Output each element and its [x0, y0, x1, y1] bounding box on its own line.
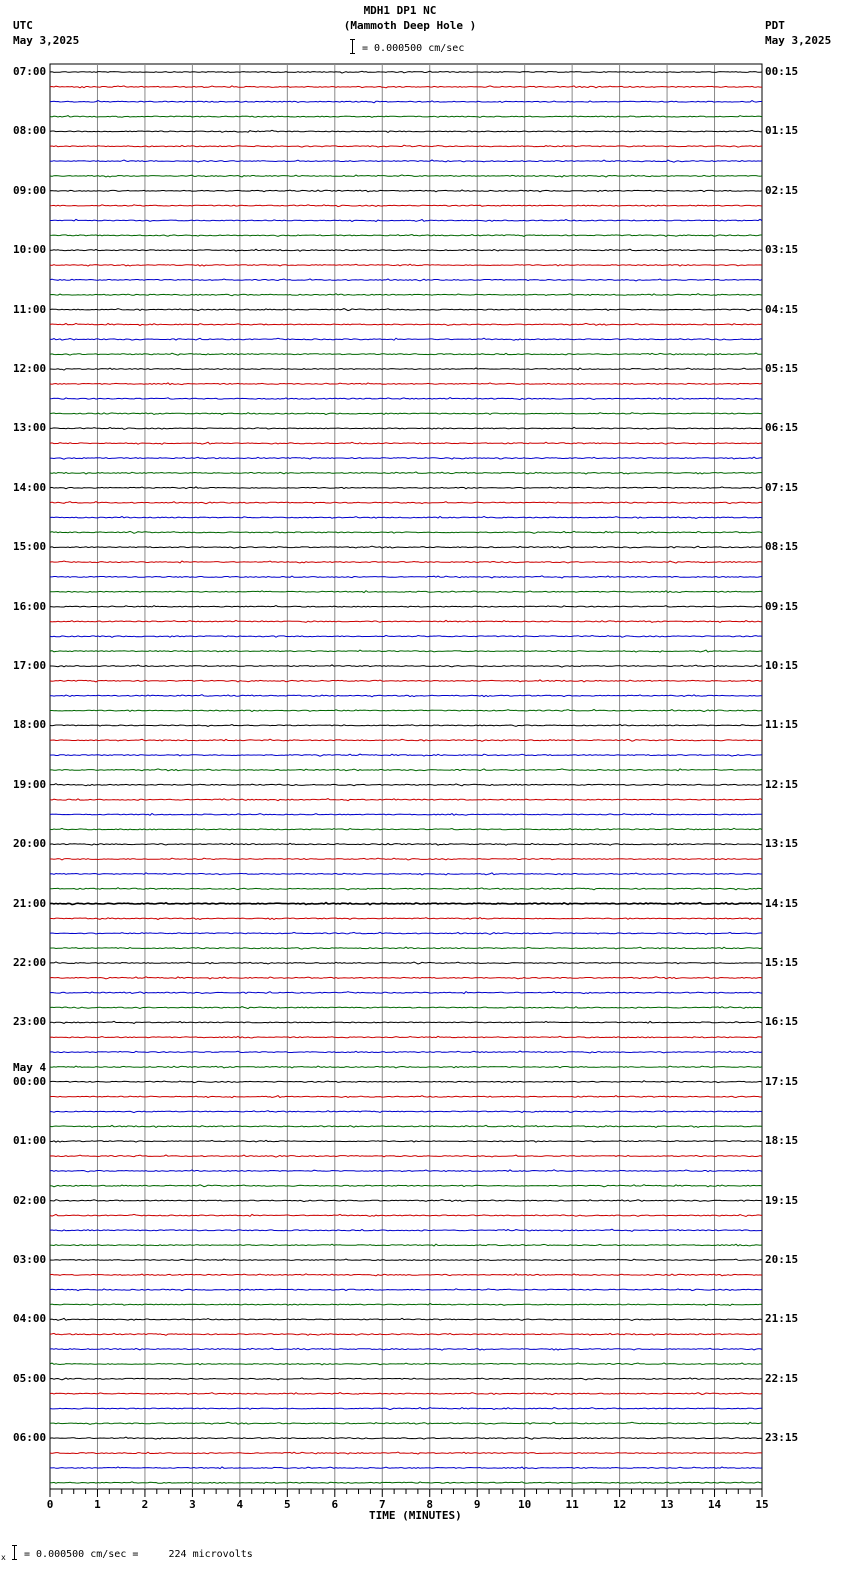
utc-hour-label: 17:00: [13, 659, 47, 672]
seismic-trace: [50, 190, 762, 192]
x-tick-label: 1: [94, 1498, 101, 1511]
seismic-trace: [50, 769, 762, 771]
x-tick-label: 7: [378, 1498, 386, 1511]
seismic-trace: [50, 695, 762, 697]
utc-hour-label: 03:00: [13, 1253, 47, 1266]
seismic-trace: [50, 1244, 762, 1246]
seismic-trace: [50, 710, 762, 712]
seismic-trace: [50, 1408, 762, 1410]
seismic-trace: [50, 1111, 762, 1113]
seismic-trace: [50, 86, 762, 88]
x-tick-label: 14: [707, 1498, 722, 1511]
pdt-hour-label: 15:15: [765, 956, 799, 969]
x-tick-label: 6: [331, 1498, 339, 1511]
seismic-trace: [50, 116, 762, 118]
seismic-trace: [50, 1007, 762, 1009]
pdt-hour-label: 06:15: [765, 421, 799, 435]
seismic-trace: [50, 205, 762, 207]
x-tick-label: 13: [660, 1498, 674, 1511]
seismic-trace: [50, 487, 762, 489]
seismic-trace: [50, 814, 762, 816]
utc-hour-label: 19:00: [13, 777, 47, 791]
pdt-hour-label: 07:15: [765, 480, 799, 494]
seismic-trace: [50, 1155, 762, 1157]
date-change-label: May 4: [13, 1060, 47, 1074]
seismic-trace: [50, 1214, 762, 1216]
utc-hour-label: 04:00: [13, 1312, 47, 1326]
seismic-trace: [50, 724, 762, 726]
utc-hour-label: 18:00: [13, 718, 47, 732]
utc-hour-label: 22:00: [13, 956, 47, 969]
utc-hour-label: 05:00: [13, 1371, 47, 1385]
pdt-hour-label: 01:15: [765, 124, 799, 138]
seismic-trace: [50, 323, 762, 325]
seismic-trace: [50, 1437, 762, 1439]
station-title: MDH1 DP1 NC: [363, 4, 437, 17]
seismic-trace: [50, 309, 762, 311]
seismic-trace: [50, 1452, 762, 1454]
utc-hour-label: 21:00: [13, 896, 47, 910]
seismic-trace: [50, 1125, 762, 1127]
pdt-hour-label: 16:15: [765, 1015, 799, 1029]
seismic-trace: [50, 398, 762, 400]
seismic-trace: [50, 680, 762, 682]
seismic-trace: [50, 1036, 762, 1038]
seismic-trace: [50, 828, 762, 830]
utc-hour-label: 06:00: [13, 1431, 47, 1445]
utc-hour-label: 11:00: [13, 302, 47, 316]
seismic-trace: [50, 962, 762, 964]
seismic-trace: [50, 947, 762, 949]
seismic-trace: [50, 427, 762, 429]
seismic-trace: [50, 1185, 762, 1187]
seismic-trace: [50, 235, 762, 237]
pdt-hour-label: 18:15: [765, 1134, 799, 1148]
seismic-trace: [50, 1170, 762, 1172]
seismic-trace: [50, 1378, 762, 1380]
station-location: (Mammoth Deep Hole ): [343, 19, 477, 32]
seismic-trace: [50, 383, 762, 385]
pdt-hour-label: 13:15: [765, 837, 799, 851]
seismic-trace: [50, 650, 762, 652]
seismic-trace: [50, 353, 762, 355]
seismic-trace: [50, 279, 762, 281]
utc-hour-label: 12:00: [13, 362, 47, 375]
seismic-trace: [50, 502, 762, 504]
pdt-hour-label: 10:15: [765, 659, 799, 672]
seismic-trace: [50, 175, 762, 177]
seismic-trace: [50, 130, 762, 132]
pdt-hour-label: 19:15: [765, 1193, 799, 1207]
seismic-trace: [50, 591, 762, 593]
seismic-trace: [50, 1140, 762, 1142]
utc-hour-label: 16:00: [13, 599, 47, 613]
seismic-trace: [50, 1081, 762, 1083]
seismic-trace: [50, 1021, 762, 1023]
pdt-hour-label: 03:15: [765, 243, 799, 257]
seismic-trace: [50, 294, 762, 296]
utc-hour-label: 01:00: [13, 1134, 47, 1148]
utc-hour-label: 07:00: [13, 65, 47, 78]
right-zone-label: PDT: [765, 19, 785, 32]
seismic-trace: [50, 1259, 762, 1261]
pdt-hour-label: 02:15: [765, 183, 799, 197]
footer-scale-note: = 0.000500 cm/sec = 224 microvolts: [24, 1549, 253, 1560]
seismic-trace: [50, 918, 762, 920]
seismic-trace: [50, 903, 762, 905]
utc-hour-label: 15:00: [13, 540, 47, 554]
seismic-trace: [50, 739, 762, 741]
seismic-trace: [50, 635, 762, 637]
seismic-trace: [50, 264, 762, 266]
seismic-trace: [50, 1482, 762, 1484]
seismic-trace: [50, 531, 762, 533]
seismic-trace: [50, 1200, 762, 1202]
footer-scale-icon: [12, 1545, 17, 1560]
pdt-hour-label: 09:15: [765, 599, 799, 613]
seismic-trace: [50, 71, 762, 73]
seismic-trace: [50, 620, 762, 622]
seismic-trace: [50, 784, 762, 786]
seismic-trace: [50, 413, 762, 415]
seismic-trace: [50, 442, 762, 444]
pdt-hour-label: 17:15: [765, 1074, 799, 1088]
utc-hour-label: 10:00: [13, 243, 47, 257]
pdt-hour-label: 05:15: [765, 362, 799, 375]
utc-hour-label: 13:00: [13, 421, 47, 435]
utc-hour-label: 08:00: [13, 124, 47, 138]
pdt-hour-label: 21:15: [765, 1312, 799, 1326]
seismic-trace: [50, 977, 762, 979]
seismic-trace: [50, 1363, 762, 1365]
x-tick-label: 10: [518, 1498, 532, 1511]
x-tick-label: 0: [46, 1498, 54, 1511]
seismic-trace: [50, 368, 762, 370]
utc-hour-label: 09:00: [13, 183, 47, 197]
seismic-trace: [50, 457, 762, 459]
seismic-trace: [50, 249, 762, 251]
seismic-trace: [50, 665, 762, 667]
seismic-trace: [50, 516, 762, 518]
scale-label: = 0.000500 cm/sec: [362, 43, 465, 54]
seismic-trace: [50, 101, 762, 103]
seismic-trace: [50, 606, 762, 608]
seismic-trace: [50, 1289, 762, 1291]
utc-hour-label: 00:00: [13, 1074, 47, 1088]
x-tick-label: 2: [141, 1498, 149, 1511]
x-tick-label: 8: [426, 1498, 434, 1511]
pdt-hour-label: 20:15: [765, 1253, 799, 1266]
pdt-hour-label: 14:15: [765, 896, 799, 910]
x-tick-label: 12: [612, 1498, 627, 1511]
pdt-hour-label: 12:15: [765, 777, 799, 791]
pdt-hour-label: 11:15: [765, 718, 799, 732]
seismic-trace: [50, 873, 762, 875]
seismic-trace: [50, 576, 762, 578]
seismic-trace: [50, 858, 762, 860]
x-tick-label: 4: [236, 1498, 244, 1511]
seismic-trace: [50, 338, 762, 340]
pdt-hour-label: 23:15: [765, 1431, 799, 1445]
seismic-trace: [50, 546, 762, 548]
x-tick-label: 3: [189, 1498, 196, 1511]
seismic-trace: [50, 1051, 762, 1053]
utc-hour-label: 14:00: [13, 480, 47, 494]
x-tick-label: 11: [565, 1498, 579, 1511]
x-tick-label: 5: [284, 1498, 291, 1511]
seismic-trace: [50, 1274, 762, 1276]
x-tick-label: 9: [473, 1498, 481, 1511]
seismic-trace: [50, 1096, 762, 1098]
seismic-trace: [50, 932, 762, 934]
seismic-trace: [50, 992, 762, 994]
seismic-trace: [50, 799, 762, 801]
pdt-hour-label: 22:15: [765, 1371, 799, 1385]
seismic-trace: [50, 754, 762, 756]
seismic-trace: [50, 145, 762, 147]
seismic-trace: [50, 1422, 762, 1424]
seismic-trace: [50, 561, 762, 563]
pdt-hour-label: 04:15: [765, 302, 799, 316]
seismic-trace: [50, 843, 762, 845]
utc-hour-label: 20:00: [13, 837, 47, 851]
seismic-trace: [50, 1333, 762, 1335]
seismic-trace: [50, 1348, 762, 1350]
pdt-hour-label: 00:15: [765, 65, 799, 78]
seismic-trace: [50, 1467, 762, 1469]
utc-hour-label: 02:00: [13, 1193, 47, 1207]
x-axis-title: TIME (MINUTES): [369, 1509, 462, 1522]
seismic-trace: [50, 888, 762, 890]
seismic-trace: [50, 219, 762, 221]
seismic-trace: [50, 1066, 762, 1068]
pdt-hour-label: 08:15: [765, 540, 799, 554]
seismic-trace: [50, 472, 762, 474]
left-zone-label: UTC: [13, 19, 33, 32]
seismic-trace: [50, 160, 762, 162]
seismic-trace: [50, 1318, 762, 1320]
left-date-label: May 3,2025: [13, 34, 80, 47]
x-tick-label: 15: [755, 1498, 769, 1511]
utc-hour-label: 23:00: [13, 1015, 47, 1029]
right-date-label: May 3,2025: [765, 34, 832, 47]
seismic-trace: [50, 1393, 762, 1395]
footer-marker: x: [1, 1553, 6, 1562]
seismic-trace: [50, 1229, 762, 1231]
seismic-trace: [50, 1304, 762, 1306]
